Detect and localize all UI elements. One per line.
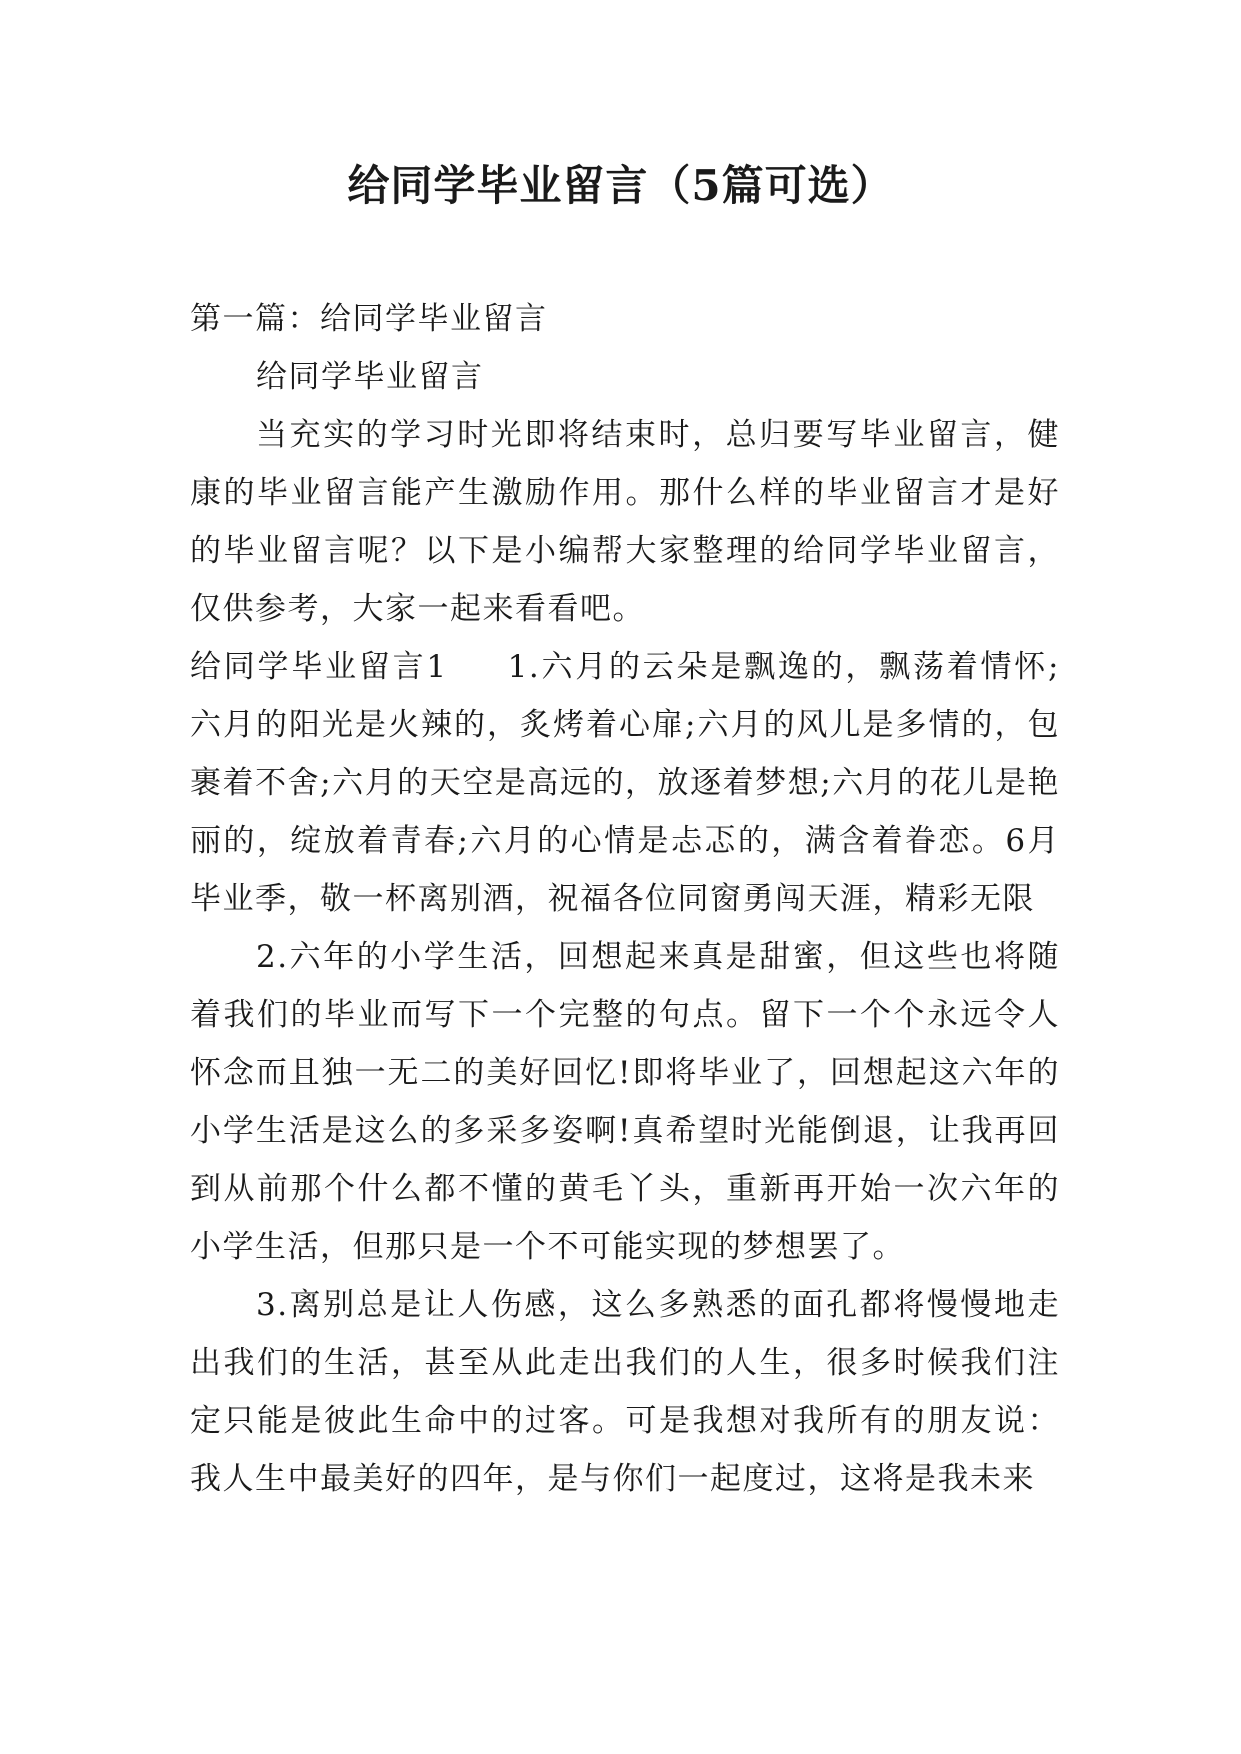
document-body: [190, 290, 1060, 1508]
section-heading: 第一篇：给同学毕业留言: [190, 301, 548, 337]
item-3-paragraph: 3.离别总是让人伤感，这么多熟悉的面孔都将慢慢地走出我们的生活，甚至从此走出我们的人生，很多时候我们注定只能是彼此生命中的过客。可是我想对我所有的朋友说：我人生中最美好的四年，是与你们一起度过，这将是我未来: [190, 1287, 1060, 1497]
intro-paragraph: 当充实的学习时光即将结束时，总归要写毕业留言，健康的毕业留言能产生激励作用。那什么样的毕业留言才是好的毕业留言呢？以下是小编帮大家整理的给同学毕业留言，仅供参考，大家一起来看看吧。: [190, 417, 1060, 627]
item-1-text: 1.六月的云朵是飘逸的，飘荡着情怀;六月的阳光是火辣的，炙烤着心扉;六月的风儿是多情的，包裹着不舍;六月的天空是高远的，放逐着梦想;六月的花儿是艳丽的，绽放着青春;六月的心情是忐忑的，满含着眷恋。6月毕业季，敬一杯离别酒，祝福各位同窗勇闯天涯，精彩无限: [190, 649, 1060, 917]
document-title: 给同学毕业留言（5篇可选）: [347, 161, 894, 210]
item-2-paragraph: 2.六年的小学生活，回想起来真是甜蜜，但这些也将随着我们的毕业而写下一个完整的句点。留下一个个永远令人怀念而且独一无二的美好回忆!即将毕业了，回想起这六年的小学生活是这么的多采多姿啊!真希望时光能倒退，让我再回到从前那个什么都不懂的黄毛丫头，重新再开始一次六年的小学生活，但那只是一个不可能实现的梦想罢了。: [190, 939, 1060, 1265]
sub-heading: 给同学毕业留言: [256, 359, 484, 395]
item-1-paragraph: [190, 638, 1060, 928]
item-1-label: 给同学毕业留言1: [190, 649, 448, 685]
